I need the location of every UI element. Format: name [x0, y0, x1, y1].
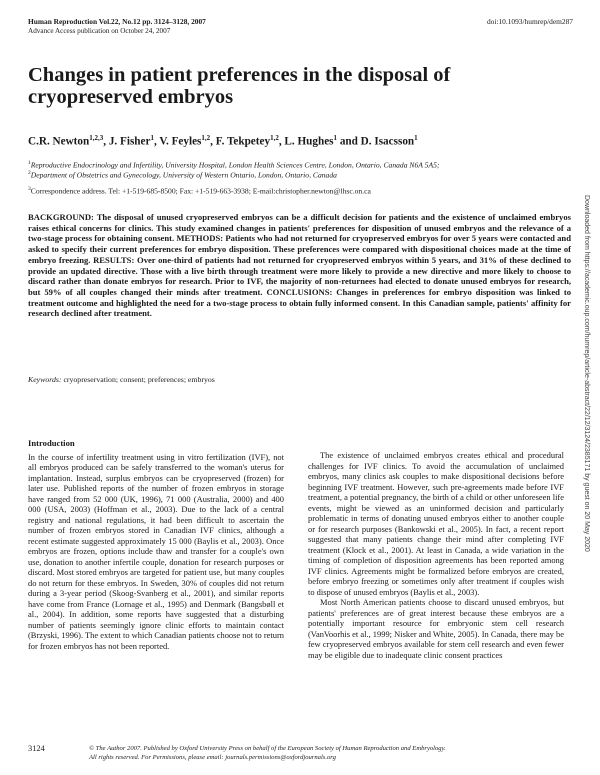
keywords-text: cryopreservation; consent; preferences; embryos	[63, 375, 215, 384]
article-title: Changes in patient preferences in the disposal of cryopreserved embryos	[28, 64, 451, 108]
author-name[interactable]: V. Feyles	[159, 135, 202, 148]
author-affil-marker: 1	[150, 134, 154, 142]
journal-citation: Human Reproduction Vol.22, No.12 pp. 3124–3128, 2007	[28, 17, 206, 26]
copyright-notice	[89, 744, 569, 762]
author-affil-marker: 1	[414, 134, 418, 142]
doi-link[interactable]: doi:10.1093/humrep/dem287	[486, 17, 573, 26]
author-name[interactable]: D. Isacsson	[360, 135, 415, 148]
abstract: BACKGROUND: The disposal of unused cryopreserved embryos can be a difficult decision for patients and the existence of unclaimed embryos raises ethical concerns for clinics. This study examined changes in patients' preferences for disposition of unused embryos and the relevance of a two-stage process for obtaining consent. METHODS: Patients who had not returned for cryopreserved embryos for over 5 years were contacted and asked to specify their current preferences for embryo disposition. These preferences were compared with dispositional choices made at the time of embryo freezing. RESULTS: Over one-third of patients had not returned for cryopreserved embryos within 5 years, and 31% of these declined to provide an updated directive. Those with a live birth through treatment were more likely to provide a new directive and more likely to choose to discard rather than donate embryos for research. Prior to IVF, the majority of non-returnees had elected to donate unused embryos for research, but 59% of all couples changed their minds after treatment. CONCLUSIONS: Changes in preferences for embryo disposition was linked to treatment outcome and highlighted the need for a two-stage process to obtain fully informed consent. In this Canadian sample, patients' affinity for research declined after treatment.	[28, 212, 571, 319]
author-list	[28, 134, 573, 148]
author-affil-marker: 1	[333, 134, 338, 142]
affiliation-text: Reproductive Endocrinology and Infertility, University Hospital, London Health Sciences Centre, London, Ontario, Canada N6A 5A5;	[30, 160, 440, 170]
author-separator: ,	[153, 135, 160, 148]
correspondence-address	[28, 186, 573, 196]
keywords-label: Keywords:	[28, 375, 62, 384]
affiliation-marker: 2	[28, 170, 31, 176]
permissions-line: All rights reserved. For Permissions, please email: journals.permissions@oxfordjournals.org	[89, 754, 336, 761]
affiliation-marker: 1	[28, 160, 31, 166]
author-name[interactable]: F. Tekpetey	[215, 135, 271, 148]
author-affil-marker: 1,2	[201, 134, 211, 142]
author-separator: and	[337, 135, 361, 148]
advance-access-note: Advance Access publication on October 24, 2007	[28, 27, 171, 35]
author-separator: ,	[278, 135, 285, 148]
body-column-right	[308, 438, 564, 660]
body-column-left	[28, 438, 284, 651]
download-watermark	[578, 195, 594, 755]
author-name[interactable]: J. Fisher	[108, 135, 151, 148]
download-watermark-text: Downloaded from https://academic.oup.com/humrep/article-abstract/22/12/3124/2385171 by guest on 20 May 2020	[583, 195, 590, 552]
author-separator: ,	[210, 135, 216, 148]
introduction-heading: Introduction	[28, 438, 75, 448]
correspondence-marker: 3	[28, 186, 31, 192]
body-paragraph: In the course of infertility treatment using in vitro fertilization (IVF), not all embryos produced can be safely transferred to the woman's uterus for implantation. Instead, surplus embryos can be cryopreserved (frozen) for later use. Published reports of the number of frozen embryos in storage have ranged from 52 000 (UK, 1996), 71 000 (Australia, 2000) and 400 000 (USA, 2003) (Hoffman et al., 2003). Due to the lack of a central registry and national regulations, it had been difficult to ascertain the number of frozen embryos stored in Canadian IVF clinics, although a recent estimate suggested approximately 15 000 (Baylis et al., 2003). Once embryos are frozen, options include thaw and transfer for a couple's own use, donation to another infertile couple, donation for research purposes or discard. Most stored embryos are targeted for patient use, but many couples do not return for these embryos. In Sweden, 30% of couples did not return during a 3-year period (Skoog-Svanberg et al., 2001), and similar reports have come from France (Lornage et al., 1995) and Denmark (Bangsbøll et al., 2004). In addition, some reports have suggested that a disturbing number of patients seemingly ignore clinic efforts to maintain contact (Brzyski, 1996). The extent to which Canadian patients choose not to return for frozen embryos has not been reported.	[28, 451, 284, 651]
copyright-line: © The Author 2007. Published by Oxford University Press on behalf of the European Society of Human Reproduction and Embryology.	[89, 745, 446, 752]
body-paragraph: The existence of unclaimed embryos creates ethical and procedural challenges for IVF clinics. To avoid the accumulation of unclaimed embryos, many clinics ask couples to make dispositional decisions before beginning IVF treatment. However, such pre-agreements made before IVF treatment, a potential pregnancy, the birth of a child or other unforeseen life events, might be viewed as an uninformed decision and particularly problematic in terms of donating unused embryos either to another couple or for research purposes (Bankowski et al., 2005). In fact, a recent report suggested that many patients change their mind after completing IVF treatment (Klock et al., 2001). At least in Canada, a wide variation in the timing of completion of disposition agreements has been reported among IVF clinics. Agreements might be formalized before embryos are created, before embryo freezing or sometimes only after treatment if couples wish to dispose of unused embryos (Baylis et al., 2003).	[308, 450, 564, 597]
page-number: 3124	[28, 744, 45, 753]
author-name[interactable]: C.R. Newton	[28, 135, 90, 148]
keywords	[28, 375, 568, 384]
affiliation-2	[28, 168, 573, 181]
body-paragraph: Most North American patients choose to discard unused embryos, but patients' preferences are of great interest because these embryos are a potentially important resource for embryonic stem cell research (VanVoorhis et al., 1999; Nisker and White, 2005). In Canada, there may be few cryopreserved embryos available for stem cell research and even fewer may be eligible due to inadequate clinic consent practices	[308, 597, 564, 660]
correspondence-text: Correspondence address. Tel: +1-519-685-8500; Fax: +1-519-663-3938; E-mail:christopher.newton@lhsc.on.ca	[30, 186, 371, 196]
affiliation-text: Department of Obstetrics and Gynecology, University of Western Ontario, London, Ontario, Canada	[30, 170, 337, 180]
author-affil-marker: 1,2,3	[89, 134, 104, 142]
author-affil-marker: 1,2	[270, 134, 279, 142]
author-name[interactable]: L. Hughes	[284, 135, 334, 148]
author-separator: ,	[103, 135, 109, 148]
